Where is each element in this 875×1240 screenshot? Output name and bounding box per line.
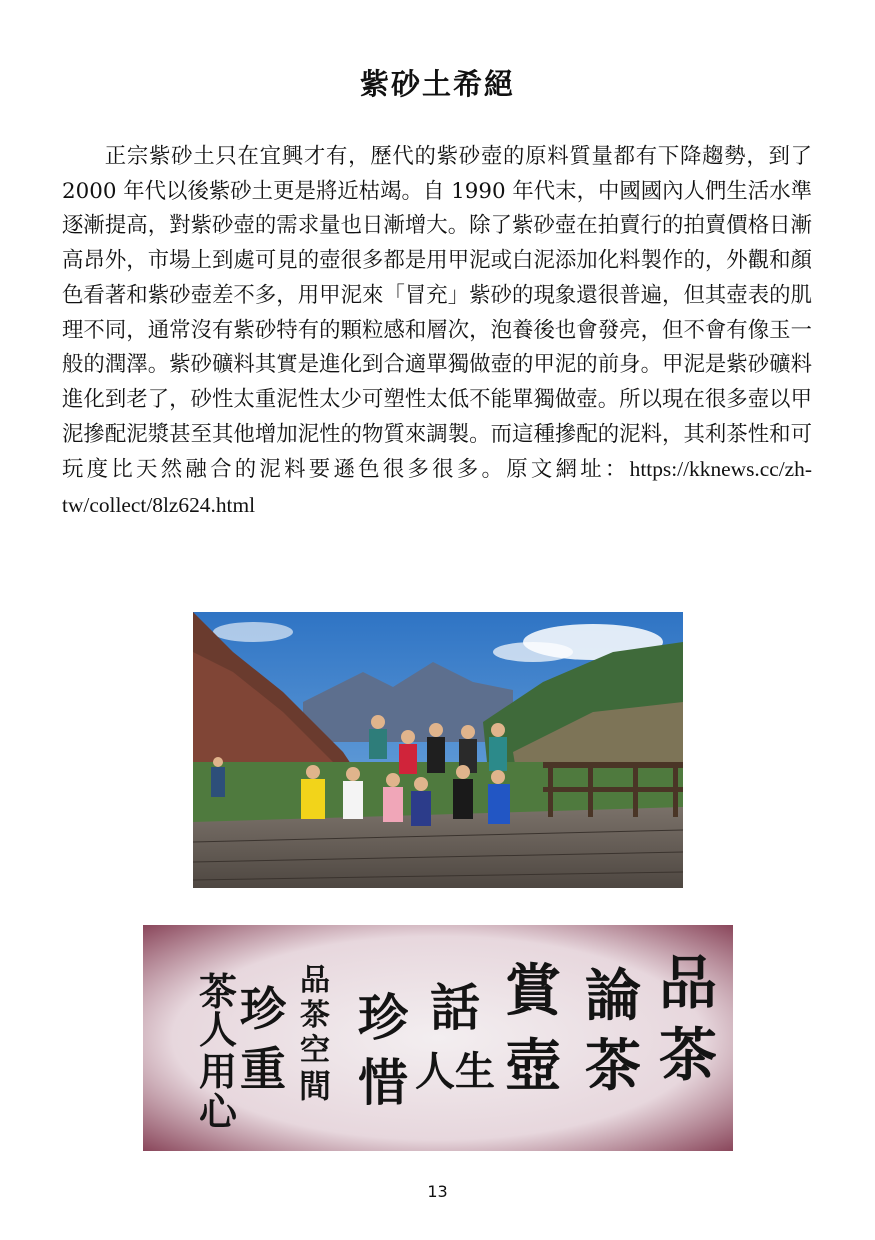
calligraphy-col-1: 品 [658, 949, 718, 1017]
source-url: https://kknews.cc/zh-tw/collect/8lz624.html [62, 457, 812, 518]
calligraphy-col-4: 話 [430, 978, 480, 1037]
calligraphy-col-6: 品 [300, 963, 330, 998]
calligraphy-col-6b: 茶 [300, 998, 330, 1033]
calligraphy-col-3: 賞 [505, 958, 561, 1024]
calligraphy-col-3b: 壺 [505, 1033, 561, 1099]
calligraphy-col-5b: 惜 [358, 1053, 408, 1112]
body-paragraph [62, 140, 812, 524]
calligraphy-col-2: 論 [585, 963, 641, 1029]
calligraphy-col-1b: 茶 [658, 1021, 718, 1089]
calligraphy-col-8c: 用 [198, 1049, 238, 1094]
calligraphy-col-5: 珍 [358, 988, 408, 1047]
calligraphy-col-4b: 人生 [415, 1048, 495, 1095]
paragraph-text: 正宗紫砂土只在宜興才有，歷代的紫砂壺的原料質量都有下降趨勢，到了 2000 年代以後紫砂土更是將近枯竭。自 1990 年代末，中國國內人們生活水準逐漸提高，對紫砂壺的需求量也日漸增大。除了紫砂壺在拍賣行的拍賣價格日漸高昂外，市場上到處可見的壺很多都是用甲泥或白泥添加化料製作的，外觀和顏色看著和紫砂壺差不多，用甲泥來「冒充」紫砂的現象還很普遍，但其壺表的肌理不同，通常沒有紫砂特有的顆粒感和層次，泡養後也會發亮，但不會有像玉一般的潤澤。紫砂礦料其實是進化到合適單獨做壺的甲泥的前身。甲泥是紫砂礦料進化到老了，砂性太重泥性太少可塑性太低不能單獨做壺。所以現在很多壺以甲泥摻配泥漿甚至其他增加泥性的物質來調製。而這種摻配的泥料，其利茶性和可玩度比天然融合的泥料要遜色很多很多。原文網址： [62, 144, 812, 483]
page-number: 13 [427, 1182, 448, 1201]
calligraphy-col-8b: 人 [198, 1007, 238, 1052]
calligraphy-col-7: 珍 [240, 982, 286, 1036]
calligraphy-col-6d: 間 [298, 1067, 332, 1105]
page-title: 紫砂土希絕 [359, 67, 515, 101]
calligraphy-image [143, 925, 733, 1151]
calligraphy-col-8: 茶 [198, 969, 238, 1014]
group-photo [193, 612, 683, 888]
calligraphy-artwork [143, 925, 733, 1151]
calligraphy-col-7b: 重 [240, 1042, 286, 1096]
calligraphy-col-6c: 空 [300, 1033, 330, 1068]
calligraphy-col-2b: 茶 [585, 1033, 641, 1099]
calligraphy-col-8d: 心 [198, 1089, 238, 1134]
group-photo-image [193, 612, 683, 888]
